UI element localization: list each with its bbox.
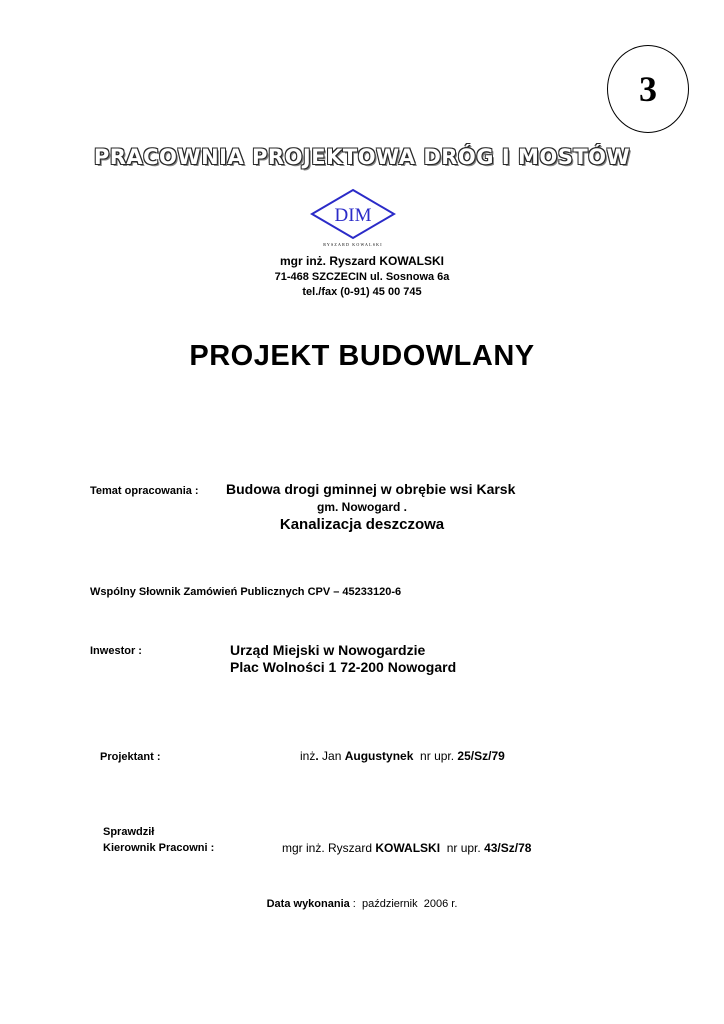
checker-label-1: Sprawdził	[103, 826, 155, 838]
subject-line-3: Kanalizacja deszczowa	[279, 516, 445, 533]
studio-phone: tel./fax (0-91) 45 00 745	[302, 286, 422, 298]
designer-permit-label: nr upr.	[413, 749, 458, 763]
dim-logo	[308, 188, 398, 248]
subject-label: Temat opracowania :	[90, 485, 199, 497]
investor-line-2: Plac Wolności 1 72-200 Nowogard	[230, 659, 457, 675]
investor-line-1: Urząd Miejski w Nowogardzie	[230, 642, 426, 658]
checker-label-2: Kierownik Pracowni :	[103, 842, 215, 854]
page-number: 3	[639, 69, 657, 109]
designer-first-name: Jan	[318, 749, 345, 763]
studio-address: 71-468 SZCZECIN ul. Sosnowa 6a	[274, 271, 450, 283]
designer-label: Projektant :	[100, 751, 161, 763]
designer-surname: Augustynek	[344, 749, 414, 763]
investor-label: Inwestor :	[90, 645, 142, 657]
designer-dot: .	[315, 749, 319, 763]
checker-permit-label: nr upr.	[440, 841, 485, 855]
studio-title: PRACOWNIA PROJEKTOWA DRÓG I MOSTÓW	[93, 145, 631, 169]
page-number-circle	[607, 45, 689, 133]
logo-text: DIM	[334, 205, 372, 226]
designer-info	[300, 749, 505, 763]
logo-subtext: RYSZARD KOWALSKI	[323, 242, 383, 247]
checker-info	[282, 841, 531, 855]
document-title: PROJEKT BUDOWLANY	[189, 340, 535, 372]
date-value: październik 2006 r.	[361, 898, 458, 910]
date-separator: :	[349, 898, 362, 910]
author-name: mgr inż. Ryszard KOWALSKI	[279, 254, 445, 268]
subject-line-2: gm. Nowogard .	[317, 500, 407, 514]
date-label: Data wykonania	[266, 898, 350, 910]
checker-permit: 43/Sz/78	[484, 841, 532, 855]
subject-line-1: Budowa drogi gminnej w obrębie wsi Karsk	[226, 481, 516, 497]
cpv-code: Wspólny Słownik Zamówień Publicznych CPV – 45233120-6	[90, 586, 402, 598]
checker-name-prefix: mgr inż. Ryszard	[282, 841, 376, 855]
designer-prefix: inż	[300, 749, 316, 763]
designer-permit: 25/Sz/79	[457, 749, 505, 763]
completion-date	[0, 898, 724, 910]
checker-surname: KOWALSKI	[375, 841, 441, 855]
